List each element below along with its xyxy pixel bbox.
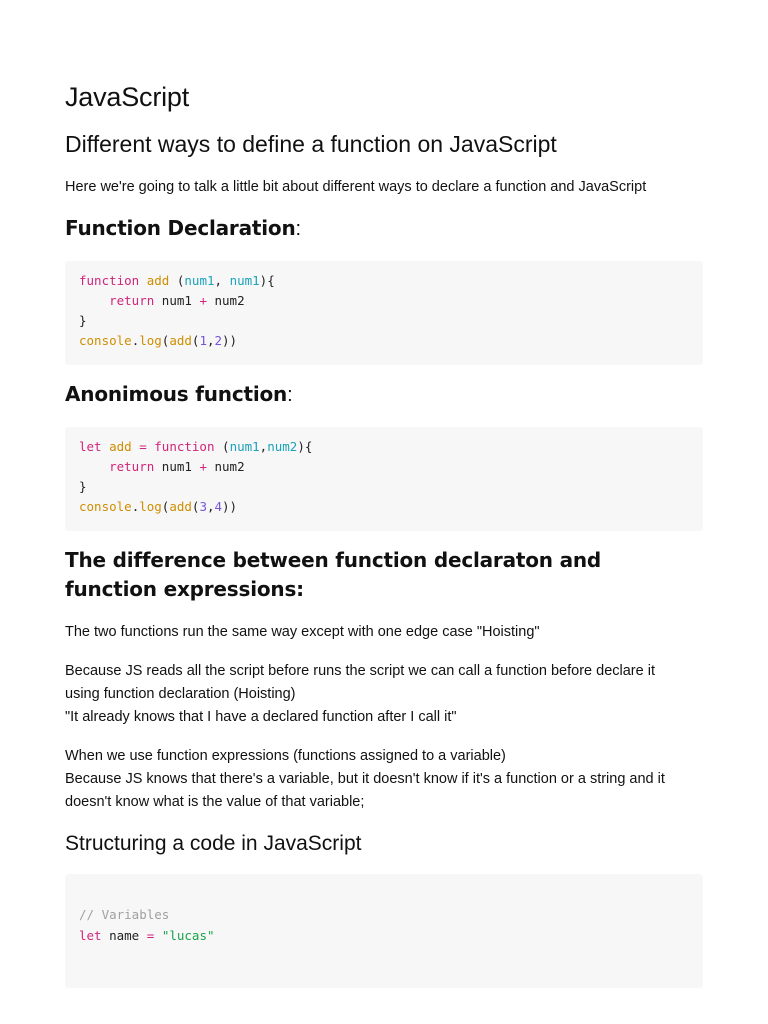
code-line [79,457,245,477]
code-operator: = [146,928,155,943]
code-punct: . [131,333,140,348]
code-line [79,291,245,311]
paragraph-line: Because JS knows that there's a variable, but it doesn't know if it's a function or a string and it [65,771,665,787]
code-punct: ( [161,333,170,348]
code-function-name: add [169,499,192,514]
code-identifier: num2 [214,293,245,308]
paragraph-hoisting-explanation [65,660,705,729]
paragraph-line: using function declaration (Hoisting) [65,686,296,702]
code-block-anonimous-function [65,427,703,531]
code-number: 1 [199,333,207,348]
heading-anonimous-function [65,382,292,407]
code-identifier: num2 [214,459,245,474]
code-operator: = [139,439,147,454]
paragraph-line: When we use function expressions (functions assigned to a variable) [65,748,506,764]
code-keyword: return [109,459,155,474]
heading-line: function expressions: [65,577,304,601]
code-line [79,497,237,517]
code-operator: + [199,293,207,308]
code-punct: , [214,273,230,288]
code-function-name: add [169,333,192,348]
intro-paragraph: Here we're going to talk a little bit about different ways to declare a function and JavaScript [65,179,647,195]
heading-colon: : [287,384,293,406]
code-method: log [139,499,162,514]
code-line [79,331,237,351]
code-number: 3 [199,499,207,514]
code-punct: ){ [297,439,313,454]
paragraph-line: Because JS reads all the script before runs the script we can call a function before declare it [65,663,655,679]
heading-text: Function Declaration [65,216,296,240]
code-param: num1 [229,273,260,288]
code-line [79,926,215,946]
code-keyword: return [109,293,155,308]
code-punct: . [131,499,140,514]
paragraph-hoisting-edge-case: The two functions run the same way except with one edge case "Hoisting" [65,624,540,640]
code-param: num2 [267,439,298,454]
code-comment: // Variables [79,907,170,922]
code-function-name: add [146,273,170,288]
code-punct: ( [176,273,185,288]
code-punct: ( [191,333,200,348]
code-line: } [79,479,87,494]
code-punct: )) [222,333,238,348]
paragraph-line: doesn't know what is the value of that variable; [65,794,365,810]
code-punct: )) [222,499,238,514]
code-punct: ){ [259,273,275,288]
code-keyword: let [79,439,102,454]
heading-structuring-code: Structuring a code in JavaScript [65,832,362,855]
code-operator: + [199,459,207,474]
heading-line: The difference between function declaraton and [65,548,602,572]
heading-text: Anonimous function [65,382,288,406]
heading-difference [65,546,601,604]
code-object: console [79,333,132,348]
heading-colon: : [295,218,301,240]
code-punct: ( [191,499,200,514]
code-punct: ( [161,499,170,514]
code-param: num1 [229,439,260,454]
page-title: JavaScript [65,82,190,112]
code-block-structuring [65,874,703,988]
code-block-function-declaration [65,261,703,365]
code-variable: add [109,439,132,454]
code-identifier: num1 [161,459,192,474]
code-variable: name [109,928,140,943]
heading-function-declaration [65,216,301,241]
paragraph-function-expressions [65,745,705,814]
paragraph-line: "It already knows that I have a declared function after I call it" [65,709,457,725]
code-punct: , [259,439,268,454]
code-punct: , [206,333,215,348]
code-keyword: let [79,928,102,943]
code-line [79,437,312,457]
code-object: console [79,499,132,514]
code-number: 4 [214,499,223,514]
code-line: } [79,313,87,328]
code-param: num1 [184,273,215,288]
page-subtitle: Different ways to define a function on JavaScript [65,131,557,157]
code-line [79,271,275,291]
code-method: log [139,333,162,348]
code-keyword: function [154,439,215,454]
code-identifier: num1 [161,293,192,308]
code-string: "lucas" [161,928,215,943]
code-keyword: function [79,273,140,288]
code-punct: ( [222,439,230,454]
code-number: 2 [214,333,223,348]
code-punct: , [206,499,215,514]
